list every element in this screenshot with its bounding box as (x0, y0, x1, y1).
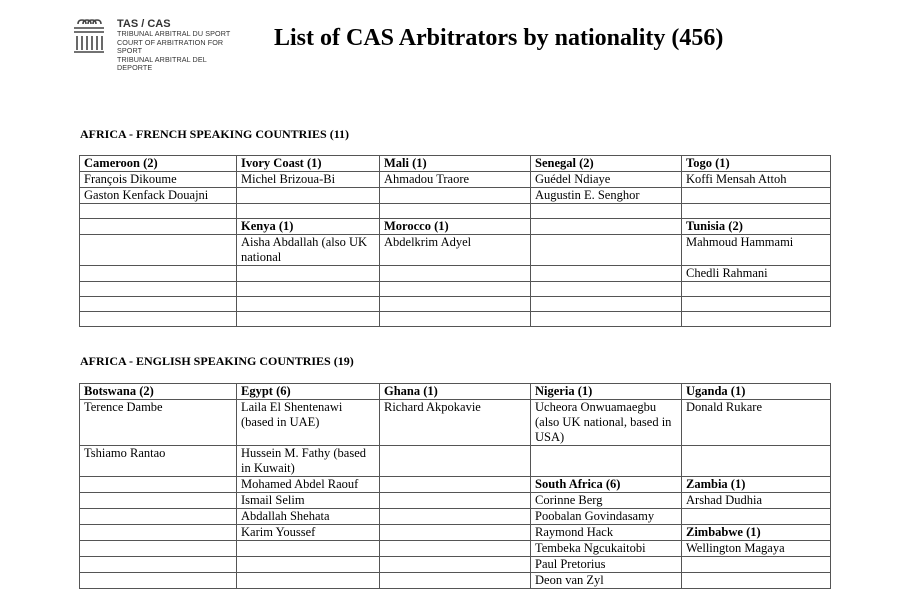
arbitrator-cell (531, 297, 682, 312)
arbitrator-cell (380, 541, 531, 557)
arbitrator-cell: Raymond Hack (531, 525, 682, 541)
country-header-cell: Ghana (1) (380, 384, 531, 400)
arbitrator-cell (237, 541, 380, 557)
table-row (80, 156, 831, 172)
arbitrator-cell: Karim Youssef (237, 525, 380, 541)
arbitrator-cell (531, 219, 682, 235)
arbitrator-cell (380, 188, 531, 204)
arbitrator-cell (80, 509, 237, 525)
arbitrator-cell (80, 525, 237, 541)
country-header-cell: Morocco (1) (380, 219, 531, 235)
arbitrator-cell: Tshiamo Rantao (80, 446, 237, 477)
arbitrator-cell (682, 312, 831, 327)
arbitrator-cell: Hussein M. Fathy (based in Kuwait) (237, 446, 380, 477)
table-row (80, 172, 831, 188)
arbitrator-cell (80, 541, 237, 557)
table-row (80, 525, 831, 541)
table-row (80, 188, 831, 204)
arbitrator-cell (682, 557, 831, 573)
country-header-cell: Ivory Coast (1) (237, 156, 380, 172)
table-row (80, 384, 831, 400)
country-header-cell: Zimbabwe (1) (682, 525, 831, 541)
table-row (80, 219, 831, 235)
arbitrator-cell: Guédel Ndiaye (531, 172, 682, 188)
arbitrator-cell: Laila El Shentenawi (based in UAE) (237, 400, 380, 446)
arbitrator-cell (237, 297, 380, 312)
arbitrator-cell (380, 509, 531, 525)
arbitrator-cell (380, 446, 531, 477)
section-heading-english: AFRICA - ENGLISH SPEAKING COUNTRIES (19) (80, 354, 354, 368)
arbitrator-cell (80, 235, 237, 266)
arbitrator-cell (237, 204, 380, 219)
arbitrator-cell: François Dikoume (80, 172, 237, 188)
table-row (80, 266, 831, 282)
arbitrator-cell (80, 219, 237, 235)
arbitrator-cell: Ahmadou Traore (380, 172, 531, 188)
arbitrator-cell: Gaston Kenfack Douajni (80, 188, 237, 204)
table-row (80, 477, 831, 493)
arbitrator-cell (531, 204, 682, 219)
table-row (80, 446, 831, 477)
arbitrator-cell (682, 297, 831, 312)
arbitrator-cell (80, 204, 237, 219)
arbitrator-cell (682, 204, 831, 219)
arbitrator-cell: Aisha Abdallah (also UK national (237, 235, 380, 266)
country-header-cell: Egypt (6) (237, 384, 380, 400)
logo-line-fr: TRIBUNAL ARBITRAL DU SPORT (117, 29, 231, 38)
arbitrator-cell (682, 282, 831, 297)
arbitrator-cell (237, 188, 380, 204)
table-row (80, 400, 831, 446)
arbitrator-cell (682, 188, 831, 204)
arbitrator-cell (237, 266, 380, 282)
arbitrator-cell: Chedli Rahmani (682, 266, 831, 282)
arbitrator-cell (380, 557, 531, 573)
country-header-cell: Mali (1) (380, 156, 531, 172)
arbitrator-cell: Tembeka Ngcukaitobi (531, 541, 682, 557)
country-header-cell: South Africa (6) (531, 477, 682, 493)
arbitrator-cell: Mohamed Abdel Raouf (237, 477, 380, 493)
arbitrator-cell (531, 266, 682, 282)
arbitrator-cell: Terence Dambe (80, 400, 237, 446)
english-countries-table (79, 383, 831, 589)
french-countries-table (79, 155, 831, 327)
arbitrator-cell: Michel Brizoua-Bi (237, 172, 380, 188)
arbitrator-cell (80, 477, 237, 493)
arbitrator-cell (531, 446, 682, 477)
country-header-cell: Tunisia (2) (682, 219, 831, 235)
arbitrator-cell (380, 266, 531, 282)
logo-line-es: TRIBUNAL ARBITRAL DEL DEPORTE (117, 54, 207, 73)
arbitrator-cell (531, 282, 682, 297)
table-row (80, 312, 831, 327)
arbitrator-cell: Ismail Selim (237, 493, 380, 509)
arbitrator-cell (380, 204, 531, 219)
arbitrator-cell (380, 477, 531, 493)
table-row (80, 557, 831, 573)
arbitrator-cell: Wellington Magaya (682, 541, 831, 557)
arbitrator-cell: Augustin E. Senghor (531, 188, 682, 204)
table-row (80, 541, 831, 557)
arbitrator-cell: Paul Pretorius (531, 557, 682, 573)
arbitrator-cell: Ucheora Onwuamaegbu (also UK national, based in USA) (531, 400, 682, 446)
table-row (80, 573, 831, 589)
arbitrator-cell: Abdelkrim Adyel (380, 235, 531, 266)
table-row (80, 235, 831, 266)
arbitrator-cell (237, 557, 380, 573)
logo-title: TAS / CAS (117, 18, 171, 30)
arbitrator-cell (237, 312, 380, 327)
arbitrator-cell: Arshad Dudhia (682, 493, 831, 509)
arbitrator-cell (80, 557, 237, 573)
table-row (80, 509, 831, 525)
arbitrator-cell (380, 297, 531, 312)
arbitrator-cell (380, 282, 531, 297)
arbitrator-cell (80, 493, 237, 509)
arbitrator-cell (682, 509, 831, 525)
arbitrator-cell: Mahmoud Hammami (682, 235, 831, 266)
arbitrator-cell (80, 266, 237, 282)
arbitrator-cell (237, 282, 380, 297)
arbitrator-cell (80, 297, 237, 312)
cas-logo (72, 18, 242, 73)
arbitrator-cell (380, 312, 531, 327)
table-row (80, 204, 831, 219)
country-header-cell: Senegal (2) (531, 156, 682, 172)
country-header-cell: Botswana (2) (80, 384, 237, 400)
arbitrator-cell: Koffi Mensah Attoh (682, 172, 831, 188)
arbitrator-cell (80, 573, 237, 589)
arbitrator-cell (682, 446, 831, 477)
arbitrator-cell (682, 573, 831, 589)
table-row (80, 493, 831, 509)
table-row (80, 297, 831, 312)
section-heading-french: AFRICA - FRENCH SPEAKING COUNTRIES (11) (80, 127, 350, 141)
country-header-cell: Kenya (1) (237, 219, 380, 235)
arbitrator-cell (380, 493, 531, 509)
country-header-cell: Uganda (1) (682, 384, 831, 400)
arbitrator-cell: Corinne Berg (531, 493, 682, 509)
arbitrator-cell (80, 312, 237, 327)
country-header-cell: Zambia (1) (682, 477, 831, 493)
table-row (80, 282, 831, 297)
arbitrator-cell (237, 573, 380, 589)
arbitrator-cell (380, 525, 531, 541)
arbitrator-cell (531, 235, 682, 266)
arbitrator-cell: Donald Rukare (682, 400, 831, 446)
logo-line-en: COURT OF ARBITRATION FOR SPORT (117, 37, 224, 56)
arbitrator-cell: Abdallah Shehata (237, 509, 380, 525)
arbitrator-cell (380, 573, 531, 589)
arbitrator-cell (80, 282, 237, 297)
country-header-cell: Nigeria (1) (531, 384, 682, 400)
arbitrator-cell: Deon van Zyl (531, 573, 682, 589)
page-title: List of CAS Arbitrators by nationality (456) (274, 25, 724, 51)
arbitrator-cell: Richard Akpokavie (380, 400, 531, 446)
country-header-cell: Cameroon (2) (80, 156, 237, 172)
arbitrator-cell (531, 312, 682, 327)
cas-emblem-icon (72, 18, 106, 54)
arbitrator-cell: Poobalan Govindasamy (531, 509, 682, 525)
country-header-cell: Togo (1) (682, 156, 831, 172)
